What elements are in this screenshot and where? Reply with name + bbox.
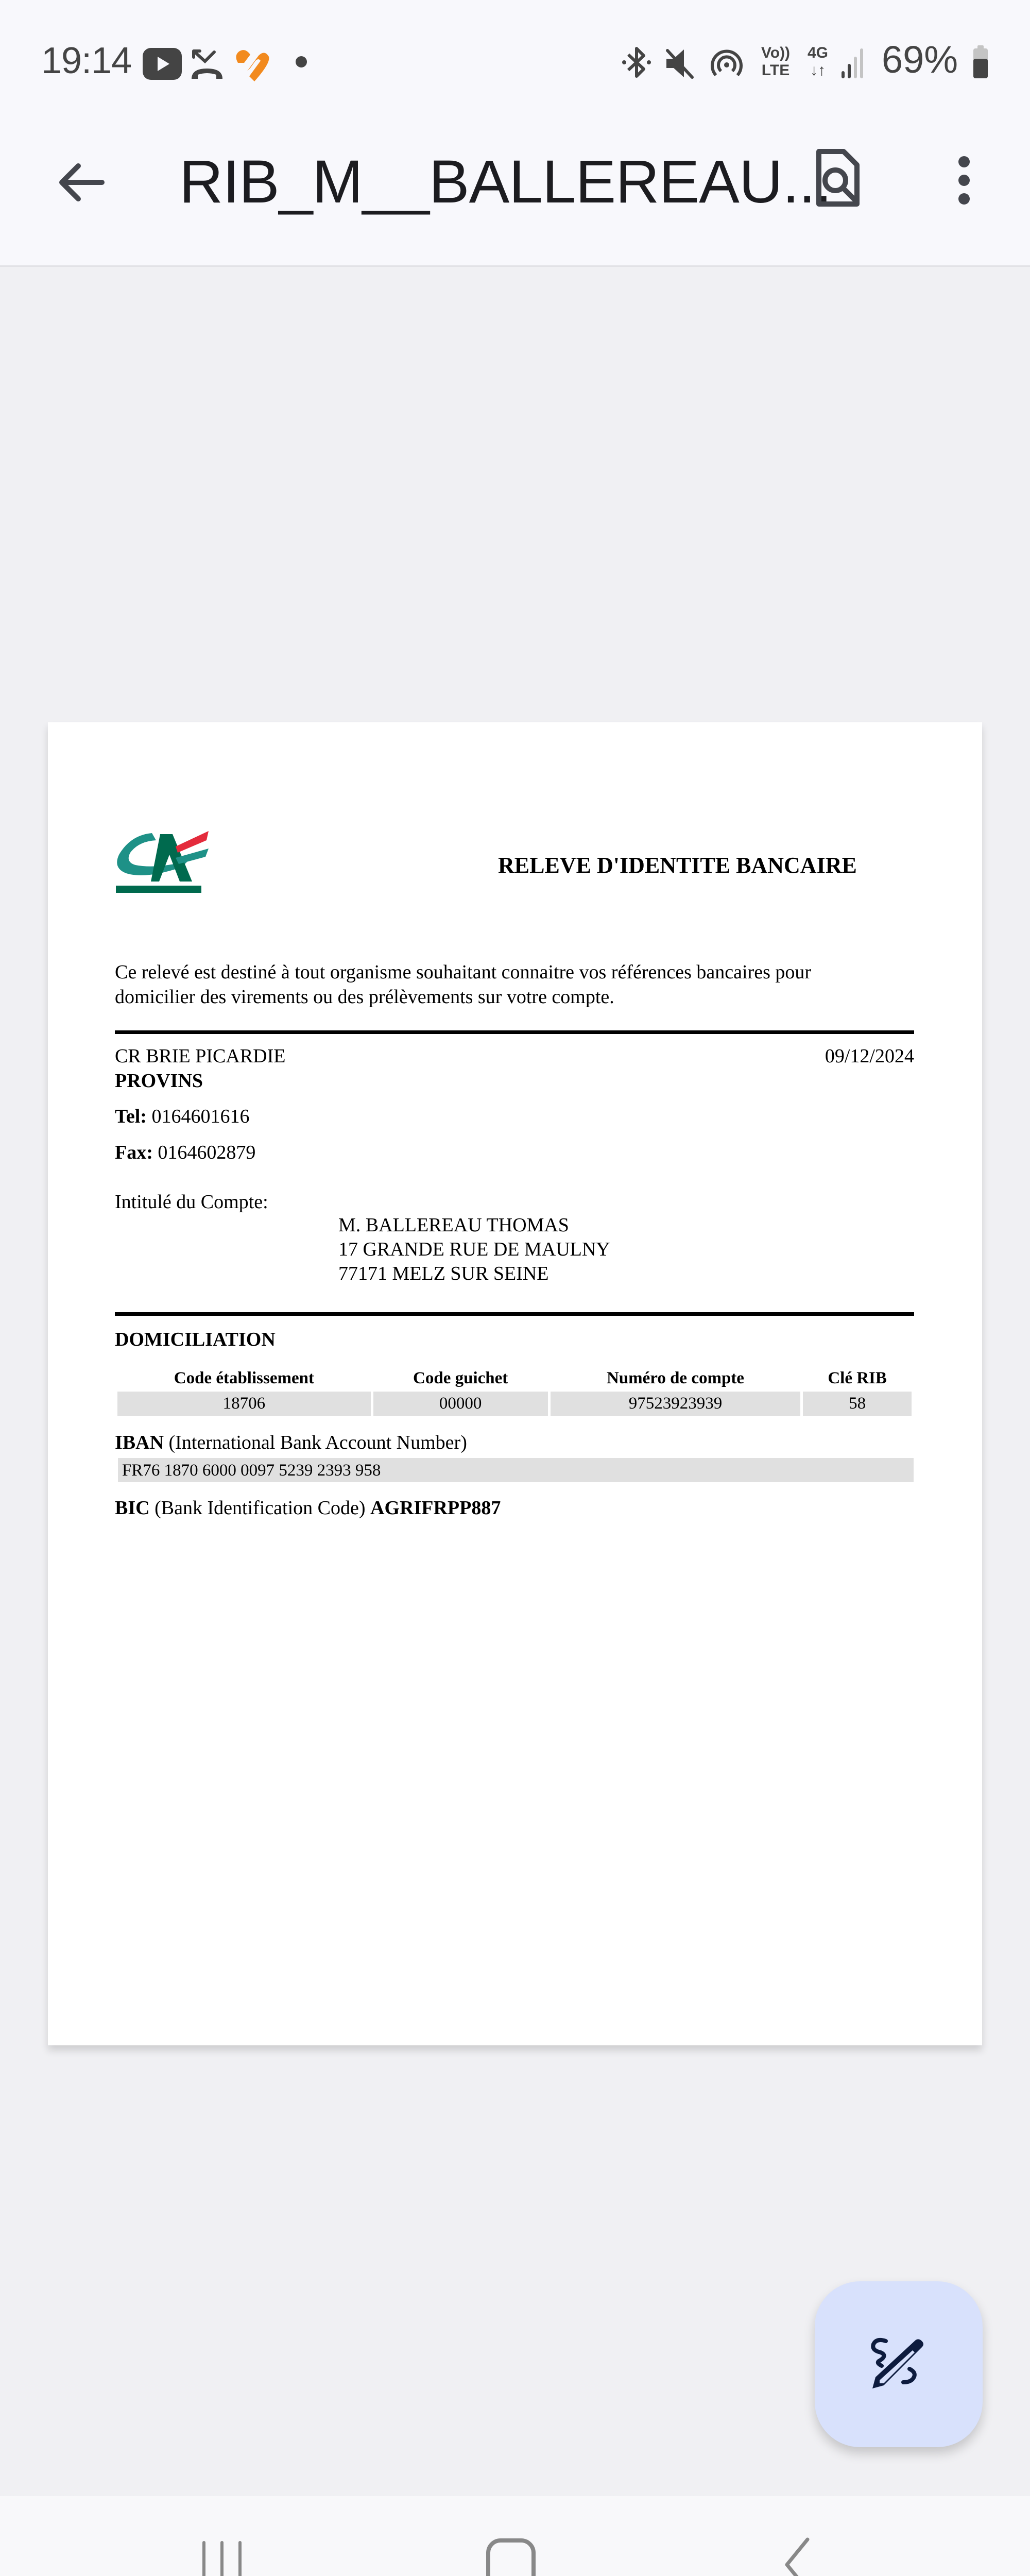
more-options-button[interactable] (953, 155, 975, 206)
signal-icon (840, 47, 863, 79)
header-code-etablissement: Code établissement (174, 1368, 314, 1387)
data-type-label: 4G (807, 44, 829, 61)
intro-line-1: Ce relevé est destiné à tout organisme souhaitant connaitre vos références bancaires pour (115, 961, 812, 983)
iban-box (118, 1458, 914, 1482)
fax-line (115, 1141, 255, 1164)
document-heading: RELEVE D'IDENTITE BANCAIRE (498, 853, 857, 878)
battery-icon (972, 45, 989, 79)
battery-percent: 69% (882, 38, 958, 81)
app-bar (0, 103, 1030, 267)
header-cle-rib: Clé RIB (828, 1368, 887, 1387)
bic-description: (Bank Identification Code) (149, 1497, 371, 1519)
draw-signature-icon (870, 2337, 927, 2392)
numero-compte-value: 97523923939 (551, 1392, 801, 1416)
back-button[interactable] (782, 2536, 813, 2576)
account-title-label: Intitulé du Compte: (115, 1191, 268, 1213)
mute-icon (664, 47, 695, 79)
domiciliation-label: DOMICILIATION (115, 1329, 276, 1350)
rib-table (115, 1365, 914, 1416)
iban-value: FR76 1870 6000 0097 5239 2393 958 (122, 1461, 381, 1480)
code-guichet-value: 00000 (373, 1392, 548, 1416)
tel-line (115, 1105, 249, 1128)
status-bar (0, 0, 1030, 103)
missed-call-icon (191, 49, 224, 82)
4g-data-icon (803, 44, 832, 79)
bluetooth-icon (622, 45, 651, 79)
rib-table-row (117, 1392, 912, 1416)
home-button[interactable] (485, 2536, 537, 2576)
intro-line-2: domicilier des virements ou des prélèvements sur votre compte. (115, 986, 614, 1008)
back-arrow-button[interactable] (56, 157, 107, 208)
health-app-icon (234, 47, 271, 83)
header-numero-compte: Numéro de compte (606, 1368, 744, 1387)
volte-label-bottom: LTE (761, 62, 790, 79)
bank-name: CR BRIE PICARDIE (115, 1045, 286, 1067)
bic-line (115, 1497, 501, 1519)
credit-agricole-logo (115, 828, 211, 895)
divider (115, 1030, 914, 1034)
navigation-bar (0, 2496, 1030, 2576)
header-code-guichet: Code guichet (413, 1368, 508, 1387)
holder-name: M. BALLEREAU THOMAS (338, 1214, 569, 1236)
cle-rib-value: 58 (803, 1392, 912, 1416)
holder-street: 17 GRANDE RUE DE MAULNY (338, 1239, 610, 1260)
fax-label: Fax: (115, 1142, 153, 1163)
iban-line (115, 1431, 467, 1454)
status-time: 19:14 (41, 40, 132, 81)
tel-value: 0164601616 (146, 1106, 250, 1127)
branch-name: PROVINS (115, 1070, 203, 1092)
code-etablissement-value: 18706 (117, 1392, 371, 1416)
tel-label: Tel: (115, 1106, 147, 1127)
data-arrows-icon: ↓↑ (810, 62, 826, 79)
holder-city: 77171 MELZ SUR SEINE (338, 1263, 549, 1284)
document-title: RIB_M__BALLEREAU... (179, 148, 832, 216)
find-in-document-button[interactable] (813, 148, 862, 209)
volte-label-top: Vo)) (761, 44, 791, 61)
notification-dot-icon (296, 56, 307, 67)
iban-label: IBAN (115, 1432, 164, 1453)
bic-value: AGRIFRPP887 (370, 1497, 501, 1519)
divider (115, 1312, 914, 1316)
volte-icon (759, 44, 792, 79)
document-page[interactable] (48, 722, 982, 2045)
document-date: 09/12/2024 (825, 1045, 914, 1067)
iban-description: (International Bank Account Number) (164, 1432, 467, 1453)
bic-label: BIC (115, 1497, 150, 1519)
hotspot-icon (710, 45, 744, 79)
rib-table-header (117, 1365, 912, 1392)
youtube-icon (143, 48, 182, 80)
fax-value: 0164602879 (152, 1142, 256, 1163)
sign-document-fab[interactable] (815, 2281, 983, 2447)
recent-apps-button[interactable] (199, 2538, 245, 2576)
